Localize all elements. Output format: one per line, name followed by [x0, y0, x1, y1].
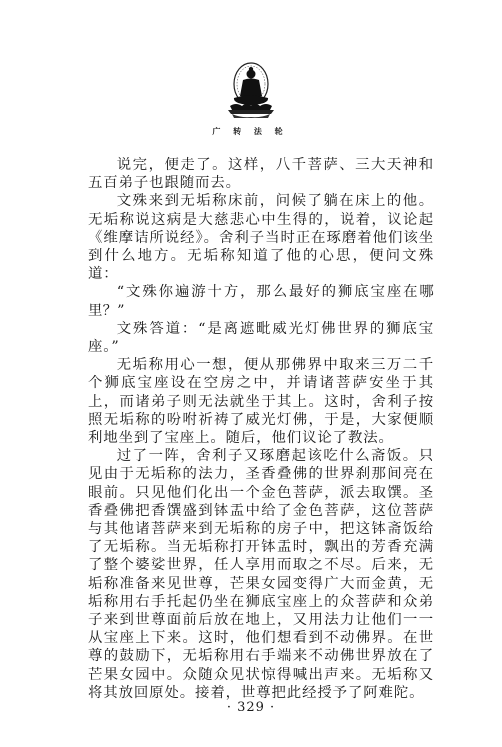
- page-number: · 329 ·: [226, 700, 276, 715]
- paragraph: 无垢称用心一想，便从那佛界中取来三万二千个狮底宝座设在空房之中，并请诸菩萨安坐于其上，而诸弟子则无法就坐于其上。这时，舍利子按照无垢称的吩咐祈祷了威光灯佛，于是，大家便顺利地坐到了宝座上。随后，他们议论了教法。: [88, 357, 434, 447]
- quote-paragraph: “文殊你遍游十方，那么最好的狮底宝座在哪里？”: [88, 284, 434, 319]
- section-caption: 广 转 法 轮: [212, 126, 288, 136]
- paragraph: 文殊答道：“是离遮毗威光灯佛世界的狮底宝座。”: [88, 320, 434, 356]
- body-text: [88, 156, 434, 702]
- paragraph: 文殊来到无垢称床前，问候了躺在床上的他。无垢称说这病是大慈悲心中生得的，说着，议论起《维摩诘所说经》。舍利子当时正在琢磨着他们该坐到什么地方。无垢称知道了他的心思，便问文殊道：: [88, 193, 434, 283]
- paragraph: 过了一阵，舍利子又琢磨起该吃什么斋饭。只见由于无垢称的法力，圣香叠佛的世界刹那间亮在眼前。只见他们化出一个金色菩萨，派去取馔。圣香叠佛把香馔盛到钵盂中给了金色菩萨，这位菩萨与其他诸菩萨来到无垢称的房子中，把这钵斋饭给了无垢称。当无垢称打开钵盂时，飘出的芳香充满了整个婆娑世界，任人享用而取之不尽。后来，无垢称准备来见世尊，芒果女园变得广大而金黄，无垢称用右手托起仍坐在狮底宝座上的众菩萨和众弟子来到世尊面前后放在地上，又用法力让他们一一从宝座上下来。这时，他们想看到不动佛界。在世尊的鼓励下，无垢称用右手端来不动佛世界放在了芒果女园中。众随众见状惊得喊出声来。无垢称又将其放回原处。接着，世尊把此经授予了阿难陀。: [88, 448, 434, 701]
- paragraph: 说完，便走了。这样，八千菩萨、三大天神和五百弟子也跟随而去。: [88, 157, 434, 192]
- seated-buddha-icon: [216, 60, 286, 122]
